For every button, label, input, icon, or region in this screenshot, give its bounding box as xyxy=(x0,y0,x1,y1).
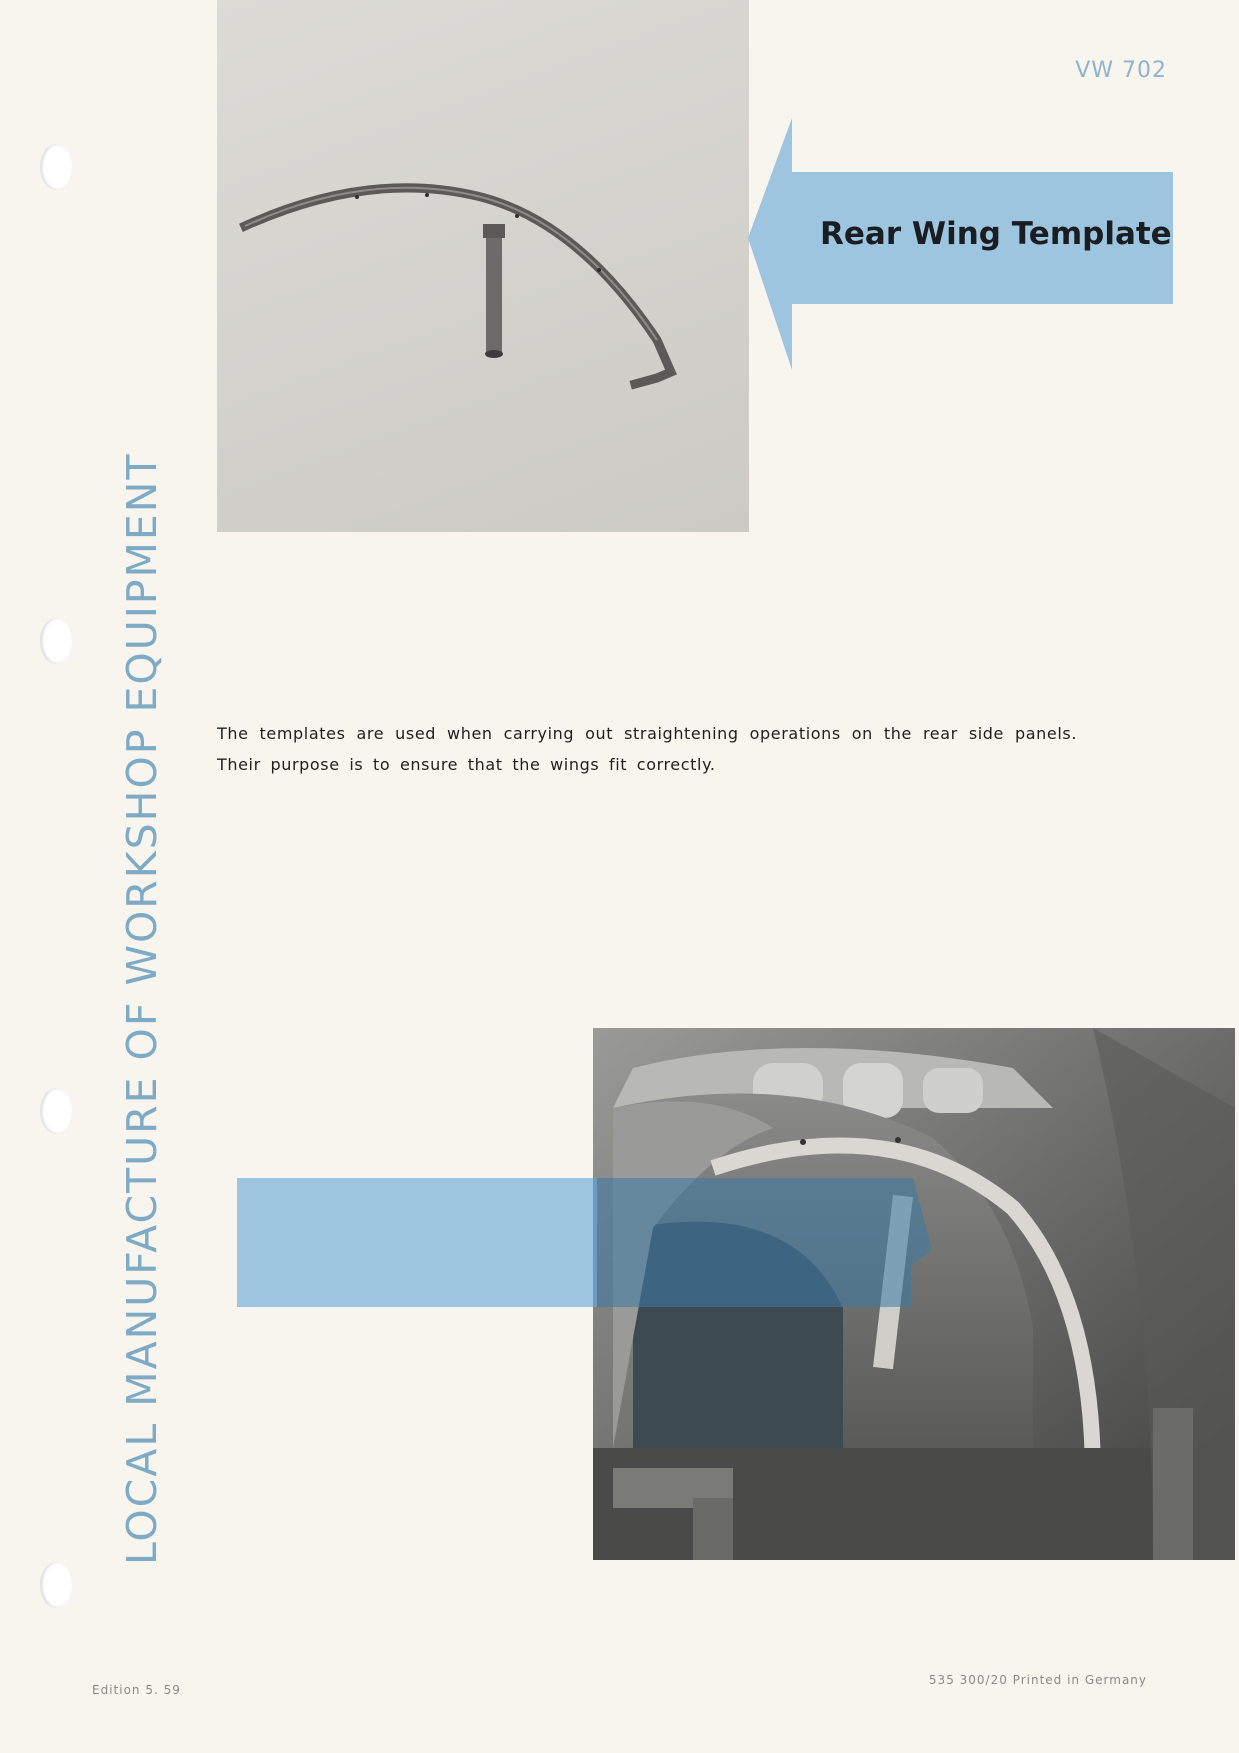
blue-band-overlay xyxy=(593,1178,932,1348)
blue-band xyxy=(237,1178,597,1307)
page-heading: Rear Wing Template xyxy=(820,216,1172,252)
print-info: 535 300/20 Printed in Germany xyxy=(928,1673,1147,1687)
series-title: LOCAL MANUFACTURE OF WORKSHOP EQUIPMENT xyxy=(118,452,166,1565)
description-text: The templates are used when carrying out straightening operations on the rear side panels. Their purpose is to ensure that the wings fit correctly. xyxy=(217,724,1077,774)
edition-label: Edition 5. 59 xyxy=(92,1683,181,1697)
punch-hole xyxy=(40,1562,72,1608)
template-photo xyxy=(217,0,749,532)
document-number: VW 702 xyxy=(1075,58,1167,83)
punch-hole xyxy=(40,618,72,664)
punch-hole xyxy=(40,1088,72,1134)
punch-hole xyxy=(40,144,72,190)
